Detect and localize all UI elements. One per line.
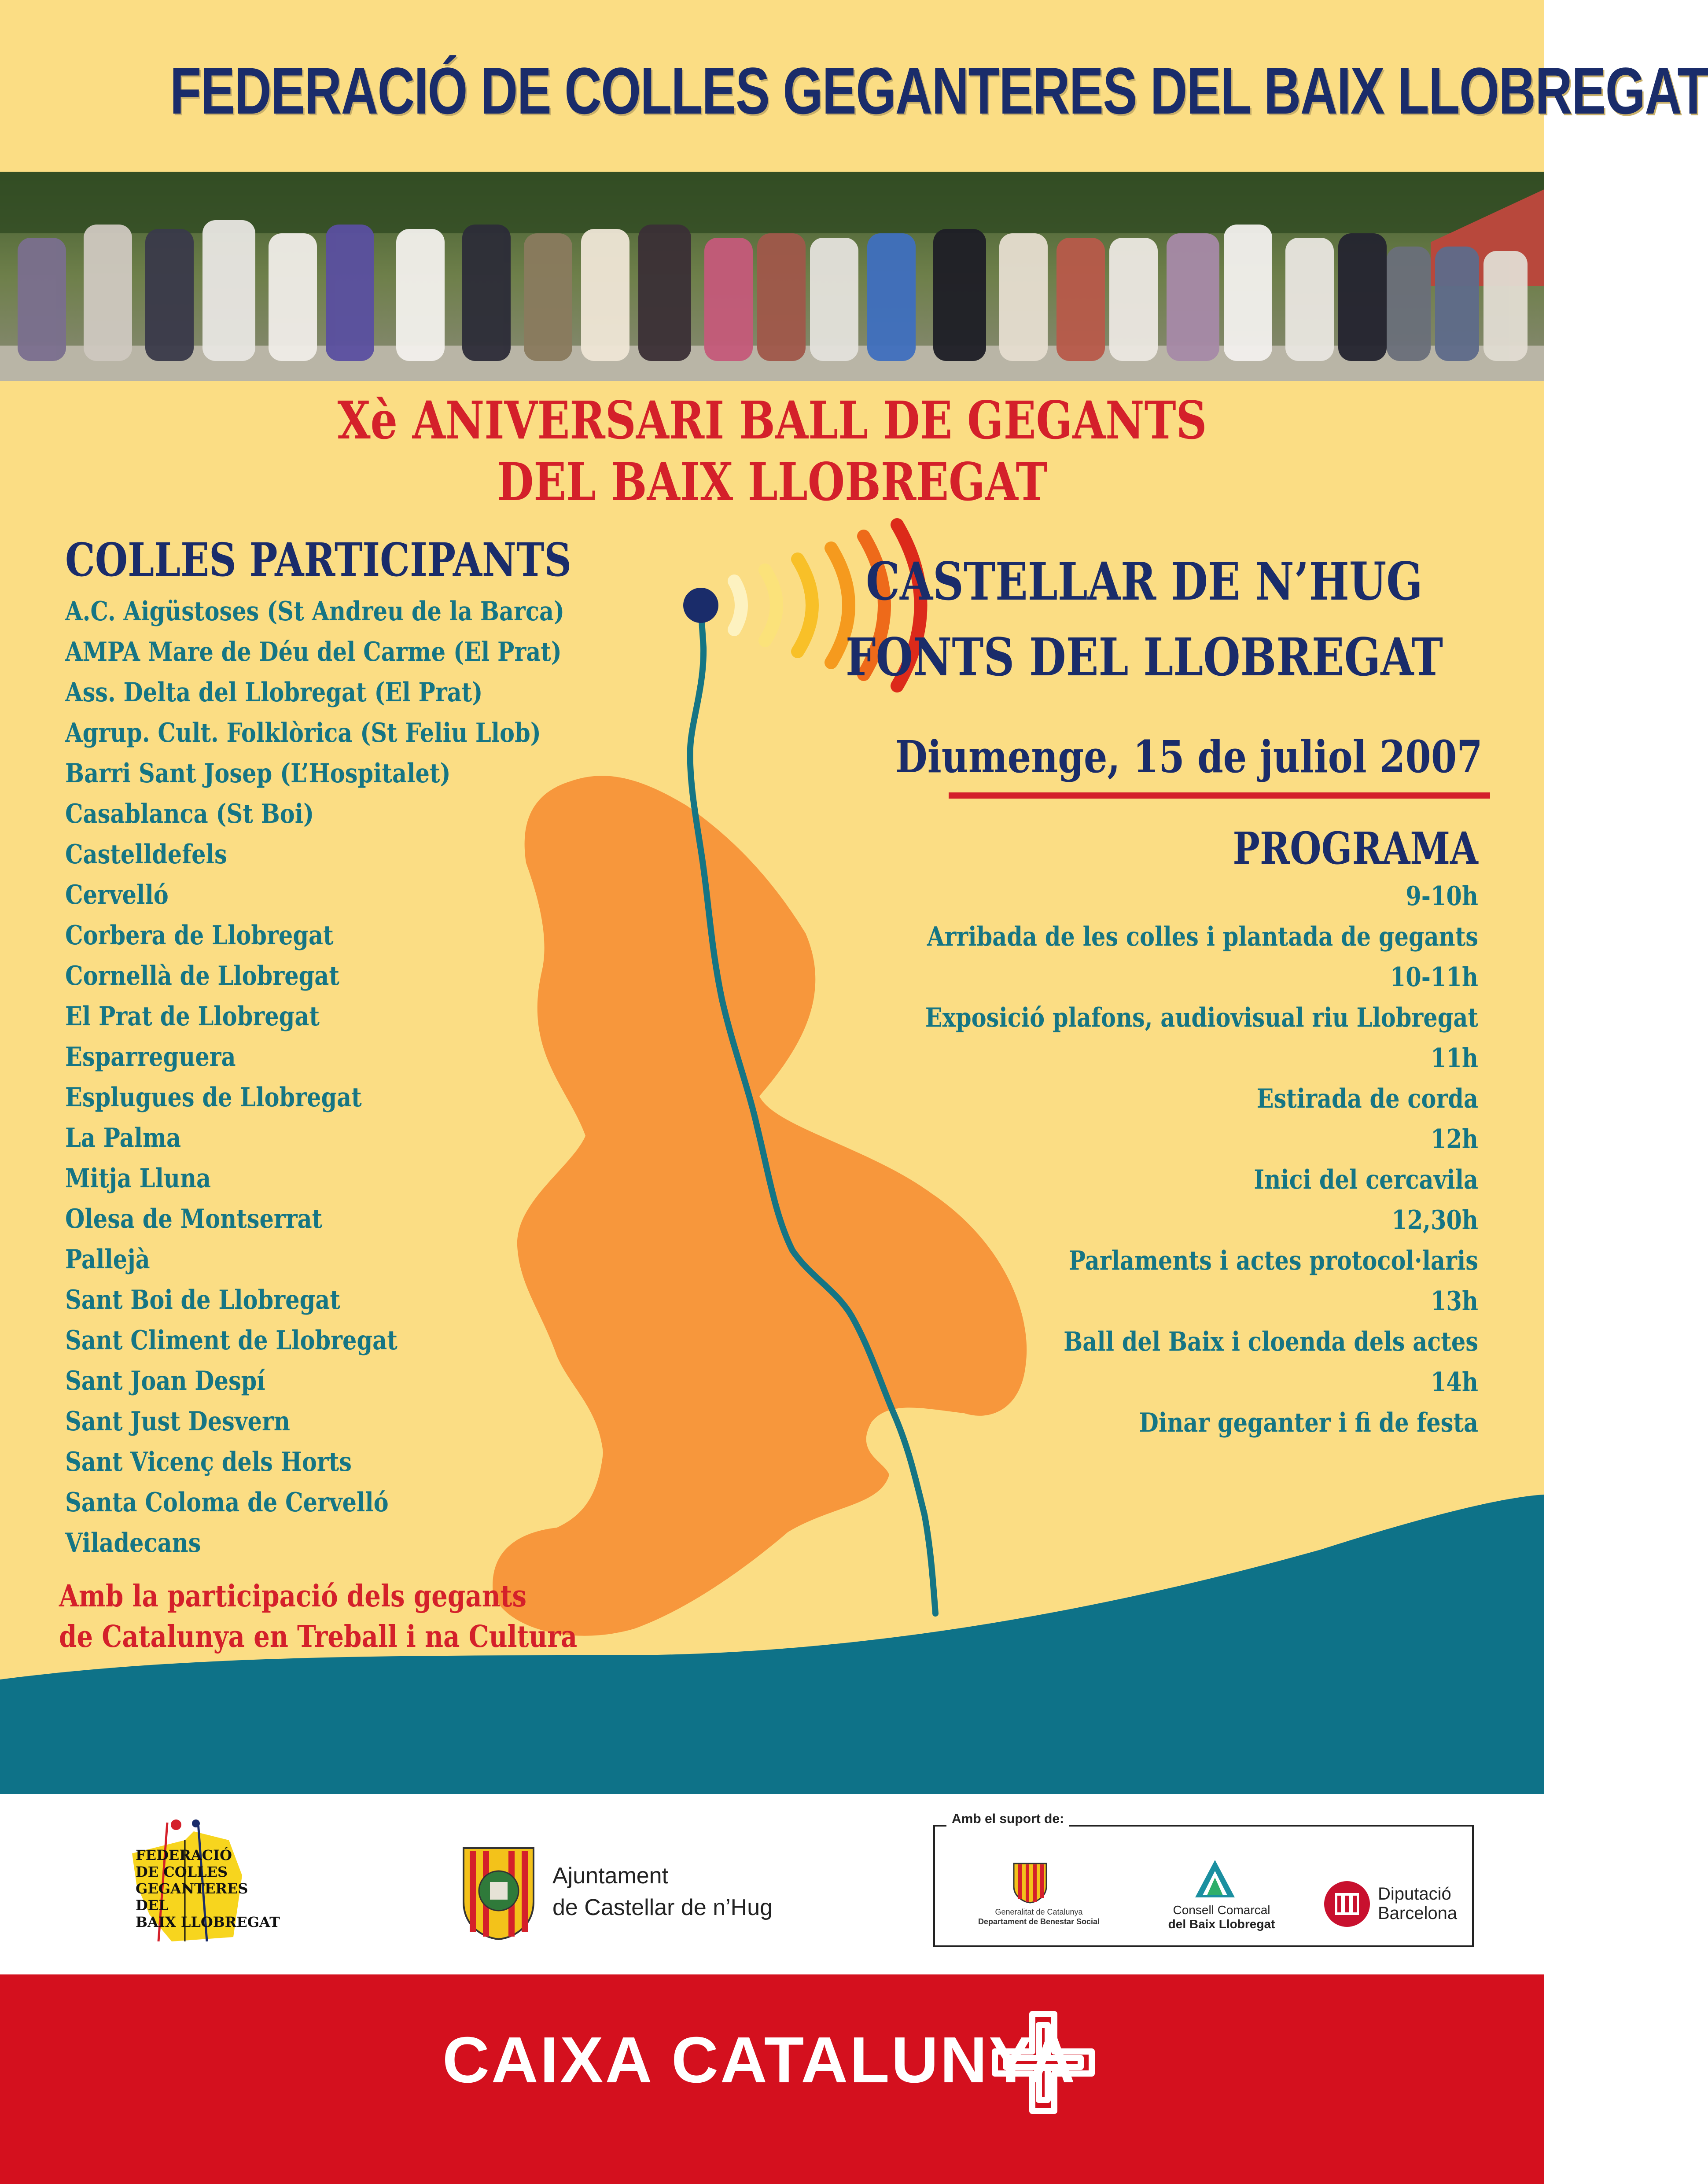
federacio-logo-line: DE COLLES [136,1864,228,1880]
programme-activity: Parlaments i actes protocol·laris [1068,1245,1478,1276]
event-location-line2: FONTS DEL LLOBREGAT [845,626,1443,688]
anniversary-title [139,390,1406,513]
participant-item: Sant Just Desvern [65,1406,290,1437]
participant-item: AMPA Mare de Déu del Carme (El Prat) [65,637,562,667]
generalitat-line1: Generalitat de Catalunya [995,1908,1083,1916]
giant-figures [18,220,1528,361]
consell-line1: Consell Comarcal [1173,1903,1270,1917]
participant-item: Corbera de Llobregat [65,920,334,951]
castellar-coat-of-arms-icon [460,1845,537,1941]
generalitat-logo-text [946,1907,1131,1926]
programme-time: 14h [1430,1367,1478,1398]
consell-comarcal-logo-text [1147,1903,1296,1931]
programme-activity: Dinar geganter i fi de festa [1139,1407,1478,1438]
anniversary-title-line1: Xè ANIVERSARI BALL DE GEGANTS [337,390,1207,451]
participant-item: Sant Climent de Llobregat [65,1325,398,1356]
programme-activity: Inici del cercavila [1254,1164,1478,1195]
participant-item: Mitja Lluna [65,1163,211,1194]
ajuntament-line1: Ajuntament [552,1863,669,1889]
participant-item: Barri Sant Josep (L’Hospitalet) [65,758,451,789]
diputacio-line1: Diputació [1378,1884,1451,1904]
participant-item: Olesa de Montserrat [65,1204,323,1234]
participant-item: Pallejà [65,1244,150,1275]
anniversary-title-line2: DEL BAIX LLOBREGAT [497,451,1048,512]
programme-time: 13h [1430,1286,1478,1317]
diputacio-line2: Barcelona [1378,1904,1458,1923]
programme-time: 12,30h [1391,1205,1478,1236]
collaboration-note [59,1576,577,1657]
participant-item: Sant Boi de Llobregat [65,1285,340,1315]
consell-comarcal-logo-icon [1193,1858,1237,1902]
programme-activity: Estirada de corda [1256,1083,1478,1114]
federacio-logo-line: DEL [136,1897,169,1914]
federacio-logo-line: BAIX LLOBREGAT [136,1914,280,1930]
collaboration-note-line1: Amb la participació dels gegants [59,1579,527,1614]
participant-item: Casablanca (St Boi) [65,799,314,829]
programme-time: 11h [1430,1043,1478,1074]
participant-item: Viladecans [65,1528,201,1558]
ajuntament-line2: de Castellar de n’Hug [552,1895,773,1920]
ajuntament-logo-text [552,1860,773,1923]
programme-time: 12h [1430,1124,1478,1155]
programme-time: 9-10h [1406,881,1478,912]
programme-time: 10-11h [1390,962,1478,993]
federacio-logo-line: GEGANTERES [136,1880,248,1897]
federacio-logo-line: FEDERACIÓ [136,1847,232,1864]
federacio-logo-text [136,1847,280,1930]
event-date: Diumenge, 15 de juliol 2007 [895,731,1483,783]
diputacio-logo-text [1378,1884,1457,1923]
river-source-dot [683,588,718,623]
programme-heading: PROGRAMA [1233,822,1478,874]
sponsor-name: CAIXA CATALUNYA [442,2024,1077,2096]
date-underline [949,792,1490,799]
participant-item: Santa Coloma de Cervelló [65,1487,389,1518]
participant-item: Cervelló [65,880,169,910]
participant-item: Agrup. Cult. Folklòrica (St Feliu Llob) [65,718,541,748]
participant-item: Cornellà de Llobregat [65,961,339,991]
generalitat-logo-icon [1010,1860,1050,1904]
programme-activity: Arribada de les colles i plantada de gegants [927,921,1478,952]
participant-item: Sant Vicenç dels Horts [65,1447,352,1477]
giants-photo-image [0,172,1544,381]
participants-heading: COLLES PARTICIPANTS [65,533,572,587]
participants-list [65,591,652,1563]
programme-list [828,876,1478,1443]
participant-item: Sant Joan Despí [65,1366,265,1396]
consell-line2: del Baix Llobregat [1168,1917,1275,1931]
participant-item: El Prat de Llobregat [65,1001,320,1032]
caixa-catalunya-logo-icon [986,2005,1101,2120]
support-label: Amb el suport de: [946,1812,1069,1827]
participant-item: Ass. Delta del Llobregat (El Prat) [65,677,483,708]
programme-activity: Ball del Baix i cloenda dels actes [1064,1326,1478,1357]
participant-item: Castelldefels [65,839,227,870]
collaboration-note-line2: de Catalunya en Treball i na Cultura [59,1619,578,1654]
event-location-line1: CASTELLAR DE N’HUG [866,551,1423,612]
event-location [846,544,1443,695]
participant-item: La Palma [65,1123,181,1153]
programme-activity: Exposició plafons, audiovisual riu Llobregat [925,1002,1478,1033]
diputacio-barcelona-logo-icon [1323,1880,1371,1928]
generalitat-line2: Departament de Benestar Social [978,1917,1100,1926]
participant-item: Esplugues de Llobregat [65,1082,362,1113]
giants-photo [0,172,1544,381]
participant-item: Esparreguera [65,1042,236,1072]
federation-title: FEDERACIÓ DE COLLES GEGANTERES DEL BAIX LLOBREGAT [169,54,1708,128]
participant-item: A.C. Aigüstoses (St Andreu de la Barca) [65,596,565,627]
